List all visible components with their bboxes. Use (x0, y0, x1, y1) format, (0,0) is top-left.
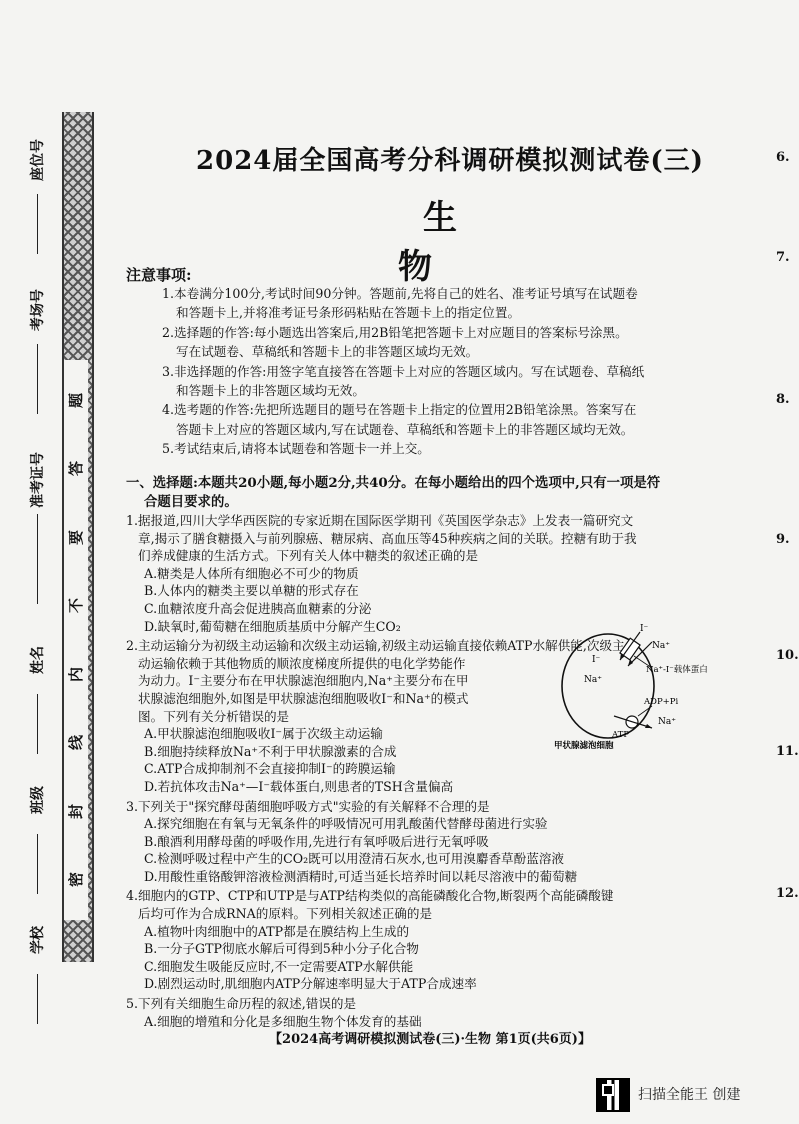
option-c: C.ATP合成抑制剂不会直接抑制I⁻的跨膜运输 (144, 761, 396, 777)
seal-line-text (64, 360, 88, 920)
question-1 (126, 512, 686, 635)
option-c: C.检测呼吸过程中产生的CO₂既可以用澄清石灰水,也可用溴麝香草酚蓝溶液 (144, 851, 565, 867)
right-question-number: 12. (776, 886, 799, 901)
label-cell-name: 甲状腺滤泡细胞 (554, 741, 614, 751)
question-stem: 状腺滤泡细胞外,如图是甲状腺滤泡细胞吸收I⁻和Na⁺的模式 (138, 690, 469, 706)
option-d: D.缺氧时,葡萄糖在细胞质基质中分解产生CO₂ (144, 618, 401, 634)
right-question-number: 9. (776, 532, 790, 547)
class-field[interactable]: 班级 (22, 790, 52, 894)
admission-number-field[interactable]: 准考证号 (22, 470, 52, 604)
notes-line: 3.非选择题的作答:用签字笔直接答在答题卡上对应的答题区域内。写在试题卷、草稿纸 (162, 363, 645, 379)
cell-membrane (562, 634, 654, 738)
option-a: A.探究细胞在有氧与无氧条件的呼吸情况可用乳酸菌代替酵母菌进行实验 (144, 816, 548, 832)
label-adp-pi: ADP+Pi (644, 697, 679, 707)
question-stem: 章,揭示了膳食糖摄入与前列腺癌、糖尿病、高血压等45种疾病之间的关联。控糖有助于我 (138, 530, 637, 546)
option-a: A.细胞的增殖和分化是多细胞生物个体发育的基础 (144, 1013, 422, 1029)
label-atp: ATP (612, 730, 630, 740)
option-d: D.若抗体攻击Na⁺—I⁻载体蛋白,则患者的TSH含量偏高 (144, 778, 454, 794)
qr-code-icon (596, 1078, 630, 1112)
question-stem: 图。下列有关分析错误的是 (138, 708, 290, 724)
right-question-number: 7. (776, 250, 790, 265)
notes-line: 答题卡上对应的答题区域内,写在试题卷、草稿纸和答题卡上的非答题区域均无效。 (176, 421, 634, 437)
question-stem: 动运输依赖于其他物质的顺浓度梯度所提供的电化学势能作 (138, 655, 466, 671)
arrow-head (628, 659, 633, 666)
notes-heading: 注意事项: (126, 266, 192, 284)
label-na-outside-bottom: Na⁺ (658, 717, 676, 727)
question-stem: 4.细胞内的GTP、CTP和UTP是与ATP结构类似的高能磷酸化合物,断裂两个高能磷酸键 (126, 888, 614, 904)
option-c: C.血糖浓度升高会促进胰高血糖素的分泌 (144, 600, 372, 616)
exam-title: 2024届全国高考分科调研模拟测试卷(三) (196, 146, 704, 176)
label-i-inside: I⁻ (592, 655, 601, 665)
seal-char: 线 (67, 735, 86, 751)
page-footer: 【2024高考调研模拟测试卷(三)·生物 第1页(共6页)】 (269, 1032, 591, 1047)
question-stem: 后均可作为合成RNA的原料。下列相关叙述正确的是 (138, 906, 433, 922)
seal-char: 封 (67, 803, 86, 819)
subject-title: 生物 (398, 198, 507, 287)
option-c: C.细胞发生吸能反应时,不一定需要ATP水解供能 (144, 958, 414, 974)
option-d: D.剧烈运动时,肌细胞内ATP分解速率明显大于ATP合成速率 (144, 976, 477, 992)
notes-line: 1.本卷满分100分,考试时间90分钟。答题前,先将自己的姓名、准考证号填写在试题卷 (162, 286, 638, 301)
question-stem: 3.下列关于"探究酵母菌细胞呼吸方式"实验的有关解释不合理的是 (126, 798, 490, 814)
seal-char: 内 (67, 666, 86, 682)
binding-margin (0, 0, 112, 1124)
right-question-number: 10. (776, 648, 799, 663)
seal-char: 答 (67, 461, 86, 477)
name-field[interactable]: 姓名 (22, 650, 52, 754)
notes-line: 4.选考题的作答:先把所选题目的题号在答题卡上指定的位置用2B铅笔涂黑。答案写在 (162, 402, 637, 418)
option-b: B.细胞持续释放Na⁺不利于甲状腺激素的合成 (144, 743, 397, 759)
right-question-number: 6. (776, 150, 790, 165)
label-na-outside-top: Na⁺ (652, 641, 670, 651)
section-heading: 一、选择题:本题共20小题,每小题2分,共40分。在每小题给出的四个选项中,只有一项是符 合题目要求的。 (126, 475, 661, 510)
notes-list (162, 284, 682, 459)
adp-leader-line (638, 706, 652, 716)
notes-line: 写在试题卷、草稿纸和答题卡上的非答题区域均无效。 (176, 344, 479, 360)
label-carrier-protein: Na⁺-I⁻载体蛋白 (646, 665, 708, 675)
question-5 (126, 995, 686, 1030)
seal-char: 不 (67, 598, 86, 614)
option-a: A.植物叶肉细胞中的ATP都是在膜结构上生成的 (144, 923, 410, 939)
seat-number-field[interactable]: 座位号 (22, 150, 52, 254)
question-stem: 1.据报道,四川大学华西医院的专家近期在国际医学期刊《英国医学杂志》上发表一篇研究文 (126, 513, 634, 528)
right-question-number: 11. (776, 744, 799, 759)
option-b: B.人体内的糖类主要以单糖的形式存在 (144, 583, 359, 599)
question-3 (126, 798, 686, 886)
notes-line: 5.考试结束后,请将本试题卷和答题卡一并上交。 (162, 441, 430, 457)
question-4 (126, 887, 686, 993)
question-stem: 们养成健康的生活方式。下列有关人体中糖类的叙述正确的是 (138, 548, 479, 564)
option-a: A.糖类是人体所有细胞必不可少的物质 (144, 565, 359, 581)
seal-char: 题 (67, 392, 86, 409)
question-stem: 2.主动运输分为初级主动运输和次级主动运输,初级主动运输直接依赖ATP水解供能,次级主 (126, 638, 625, 654)
option-d: D.用酸性重铬酸钾溶液检测酒精时,可适当延长培养时间以耗尽溶液中的葡萄糖 (144, 868, 578, 884)
question-stem: 5.下列有关细胞生命历程的叙述,错误的是 (126, 996, 357, 1012)
exam-room-field[interactable]: 考场号 (22, 300, 52, 414)
right-question-number: 8. (776, 392, 790, 407)
label-na-inside: Na⁺ (584, 675, 602, 685)
option-a: A.甲状腺滤泡细胞吸收I⁻属于次级主动运输 (144, 726, 383, 742)
seal-char: 密 (67, 871, 86, 887)
notes-line: 2.选择题的作答:每小题选出答案后,用2B铅笔把答题卡上对应题目的答案标号涂黑。 (162, 324, 628, 340)
school-field[interactable]: 学校 (22, 930, 52, 1024)
seal-char: 要 (67, 529, 86, 545)
option-b: B.一分子GTP彻底水解后可得到5种小分子化合物 (144, 941, 419, 957)
notes-line: 和答题卡上的非答题区域均无效。 (176, 383, 365, 399)
question-list (126, 512, 686, 1030)
notes-line: 和答题卡上,并将准考证号条形码粘贴在答题卡上的指定位置。 (176, 305, 521, 321)
label-i-outside: I⁻ (640, 624, 649, 634)
question-stem: 为动力。I⁻主要分布在甲状腺滤泡细胞内,Na⁺主要分布在甲 (138, 673, 469, 689)
thyroid-cell-diagram (540, 620, 720, 750)
arrow-head (645, 724, 652, 728)
scanner-watermark: 扫描全能王 创建 (638, 1087, 741, 1103)
option-b: B.酿酒利用酵母菌的呼吸作用,先进行有氧呼吸后进行无氧呼吸 (144, 833, 489, 849)
